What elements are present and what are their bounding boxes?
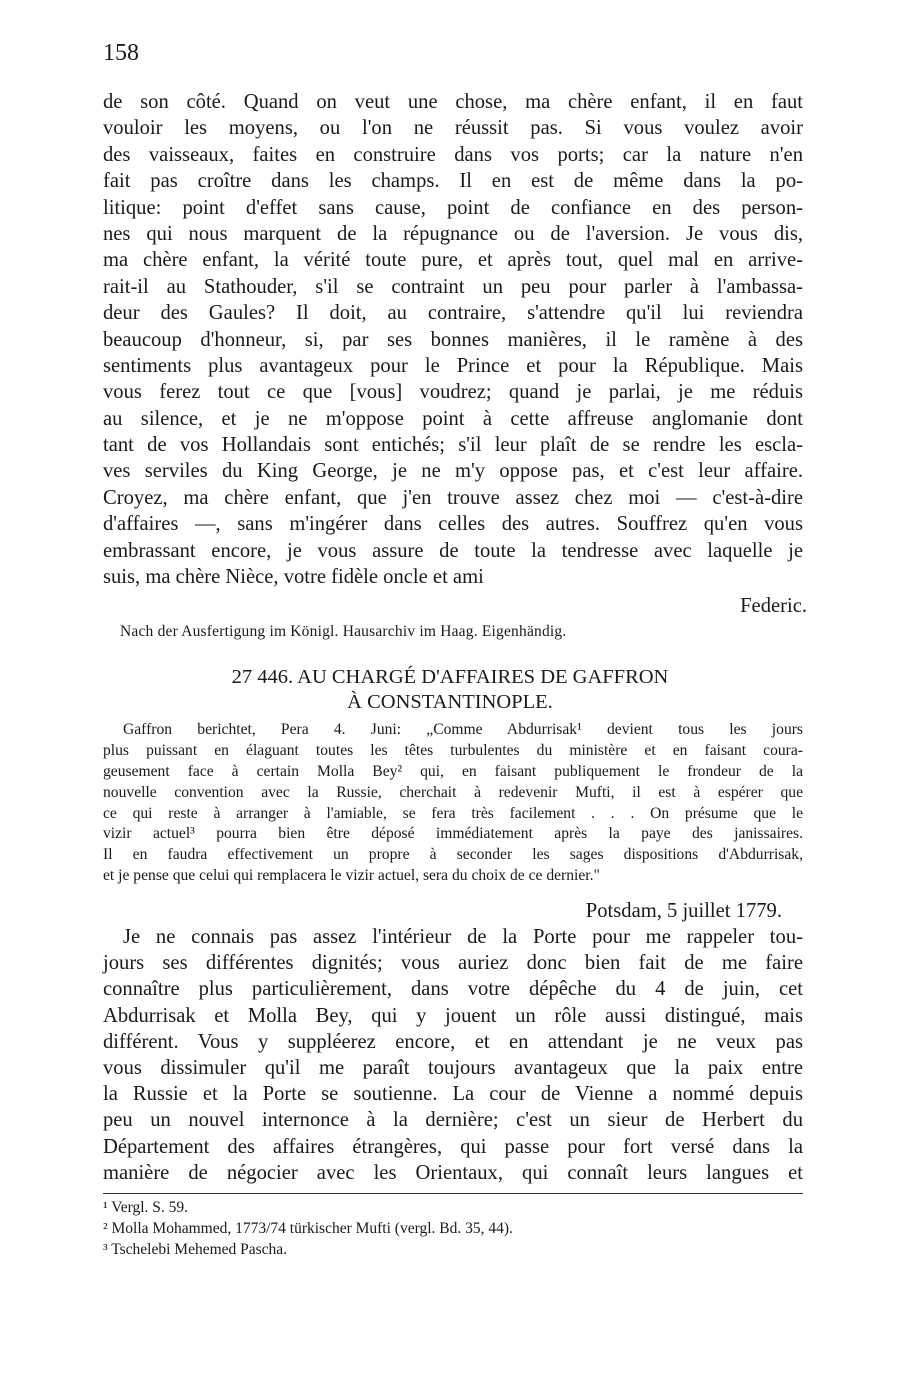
- summary-line: ce qui reste à arranger à l'amiable, se fera très facilement . . . On présume que le: [103, 804, 803, 822]
- text-line: Je ne connais pas assez l'intérieur de la Porte pour me rappeler tou-: [123, 926, 803, 948]
- text-line: ma chère enfant, la vérité toute pure, et après tout, quel mal en arrive-: [103, 249, 803, 272]
- text-line: litique: point d'effet sans cause, point de confiance en des person-: [103, 196, 803, 219]
- text-line: jours ses différentes dignités; vous auriez donc bien fait de me faire: [103, 952, 803, 975]
- text-line: ves serviles du King George, je ne m'y oppose pas, et c'est leur affaire.: [103, 460, 803, 483]
- summary-line: geusement face à certain Molla Bey² qui, en faisant publiquement le frondeur de la: [103, 762, 803, 780]
- text-line: Abdurrisak et Molla Bey, qui y jouent un rôle aussi distingué, mais: [103, 1004, 803, 1027]
- text-line: nes qui nous marquent de la répugnance ou de l'aversion. Je vous dis,: [103, 222, 803, 245]
- text-line: vouloir les moyens, ou l'on ne réussit pas. Si vous voulez avoir: [103, 117, 803, 140]
- text-line: vous dissimuler qu'il me paraît toujours avantageux que la paix entre: [103, 1056, 803, 1079]
- text-line: au silence, et je ne m'oppose point à cette affreuse anglomanie dont: [103, 407, 803, 430]
- footnote: ³ Tschelebi Mehemed Pascha.: [103, 1241, 288, 1258]
- text-line: fait pas croître dans les champs. Il en est de même dans la po-: [103, 170, 803, 193]
- text-line: de son côté. Quand on veut une chose, ma chère enfant, il en faut: [103, 91, 803, 113]
- text-line: embrassant encore, je vous assure de toute la tendresse avec laquelle je: [103, 539, 803, 562]
- text-line: vous ferez tout ce que [vous] voudrez; quand je parlai, je me réduis: [103, 381, 803, 404]
- summary-line: nouvelle convention avec la Russie, cherchait à redevenir Mufti, il est à espérer que: [103, 783, 803, 801]
- text-line: deur des Gaules? Il doit, au contraire, s'attendre qu'il lui reviendra: [103, 302, 803, 325]
- letter-body-2: [103, 924, 803, 1186]
- text-line: connaître plus particulièrement, dans votre dépêche du 4 de juin, cet: [103, 978, 803, 1001]
- text-line: sentiments plus avantageux pour le Prince et pour la République. Mais: [103, 354, 803, 377]
- date-line: Potsdam, 5 juillet 1779.: [585, 900, 782, 922]
- summary-line: vizir actuel³ pourra bien être déposé immédiatement après la paye des janissaires.: [103, 825, 803, 843]
- text-line: peu un nouvel internonce à la dernière; c'est un sieur de Herbert du: [103, 1109, 803, 1132]
- footnote: ² Molla Mohammed, 1773/74 türkischer Mufti (vergl. Bd. 35, 44).: [103, 1220, 513, 1237]
- text-line: différent. Vous y suppléerez encore, et en attendant je ne veux pas: [103, 1030, 803, 1053]
- footnote-divider: [103, 1193, 803, 1194]
- letter-heading: [100, 665, 800, 715]
- report-summary: [103, 720, 803, 887]
- letter-body: [103, 89, 803, 590]
- page-number: 158: [103, 40, 139, 66]
- footnotes: [103, 1197, 513, 1260]
- text-line: Département des affaires étrangères, qui passe pour fort versé dans la: [103, 1135, 803, 1158]
- text-line: suis, ma chère Nièce, votre fidèle oncle et ami: [103, 566, 484, 589]
- text-line: rait-il au Stathouder, s'il se contraint un peu pour parler à l'ambassa-: [103, 275, 803, 298]
- text-line: la Russie et la Porte se soutienne. La cour de Vienne a nommé depuis: [103, 1083, 803, 1106]
- text-line: beaucoup d'honneur, si, par ses bonnes manières, il le ramène à des: [103, 328, 803, 351]
- summary-line: et je pense que celui qui remplacera le vizir actuel, sera du choix de ce dernier.": [103, 867, 600, 885]
- text-line: tant de vos Hollandais sont entichés; s'il leur plaît de se rendre les escla-: [103, 434, 803, 457]
- text-line: manière de négocier avec les Orientaux, qui connaît leurs langues et: [103, 1161, 803, 1184]
- footnote: ¹ Vergl. S. 59.: [103, 1199, 189, 1216]
- text-line: des vaisseaux, faites en construire dans vos ports; car la nature n'en: [103, 143, 803, 166]
- heading-line: À CONSTANTINOPLE.: [347, 691, 553, 713]
- heading-line: 27 446. AU CHARGÉ D'AFFAIRES DE GAFFRON: [231, 666, 669, 688]
- source-note: Nach der Ausfertigung im Königl. Hausarchiv im Haag. Eigenhändig.: [120, 623, 567, 640]
- text-line: d'affaires —, sans m'ingérer dans celles des autres. Souffrez qu'en vous: [103, 513, 803, 536]
- text-line: Croyez, ma chère enfant, que j'en trouve assez chez moi — c'est-à-dire: [103, 486, 803, 509]
- signature: Federic.: [740, 595, 807, 617]
- summary-line: Il en faudra effectivement un propre à seconder les sages dispositions d'Abdurrisak,: [103, 846, 803, 864]
- summary-line: Gaffron berichtet, Pera 4. Juni: „Comme Abdurrisak¹ devient tous les jours: [123, 721, 803, 738]
- summary-line: plus puissant en élaguant toutes les têtes turbulentes du ministère et en faisant coura-: [103, 741, 803, 759]
